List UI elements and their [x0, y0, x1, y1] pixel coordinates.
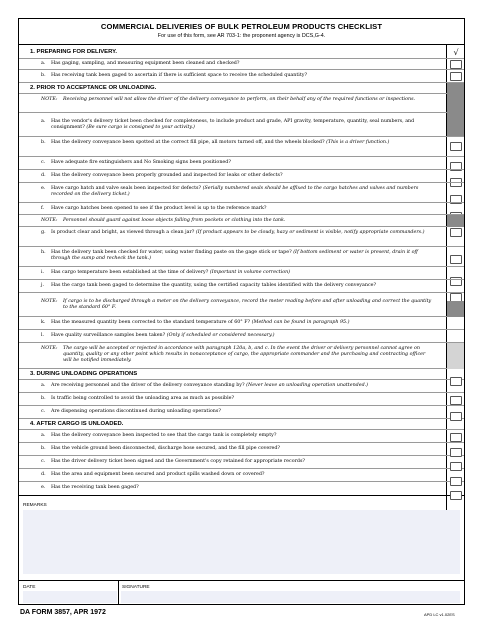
checklist-row-2h [19, 247, 464, 267]
checklist-row-2j [19, 280, 464, 293]
item-letter: i. [41, 270, 45, 275]
item-text: Have quality surveillance samples been taken? [51, 333, 166, 338]
section-header-row [19, 45, 464, 59]
item-text: Has the area and equipment been secured and product spills washed down or covered? [51, 472, 265, 477]
note-text: Personnel should guard against loose objects falling from pockets or clothing into the tank. [63, 218, 286, 223]
item-letter: b. [41, 396, 46, 401]
item-letter: c. [41, 160, 46, 165]
section-4-title: 4. AFTER CARGO IS UNLOADED. [30, 421, 124, 427]
item-text: Has the driver delivery ticket been signed and the Government's copy retained for appropriate records? [51, 459, 305, 464]
checklist-row-1a [19, 59, 464, 70]
checklist-row-3a [19, 380, 464, 393]
checklist-row-4c [19, 456, 464, 469]
section-header-row [19, 419, 464, 430]
item-text: Is traffic being controlled to avoid the unloading area as much as possible? [51, 396, 235, 401]
checklist-row-4e [19, 482, 464, 496]
remarks-field[interactable] [23, 510, 460, 574]
note-row [19, 94, 464, 113]
item-letter: a. [41, 433, 46, 438]
item-letter: b. [41, 73, 46, 78]
checklist-row-2c [19, 157, 464, 170]
note-row [19, 215, 464, 227]
signature-field[interactable] [121, 591, 460, 603]
item-text: Has receiving tank been gaged to ascertain if there is sufficient space to receive the scheduled quantity? [51, 73, 308, 78]
note-label: NOTE: [41, 97, 58, 102]
item-letter: e. [41, 485, 46, 490]
item-text: Have cargo hatches been opened to see if the product level is up to the reference mark? [51, 206, 267, 211]
checklist-row-4d [19, 469, 464, 482]
item-text: Has the delivery conveyance been inspected to see that the cargo tank is completely empty? [51, 433, 277, 438]
checklist-row-4a [19, 430, 464, 443]
item-letter: b. [41, 446, 46, 451]
section-header-row [19, 369, 464, 380]
note-row [19, 343, 464, 369]
note-label: NOTE: [41, 299, 58, 304]
item-letter: h. [41, 250, 46, 255]
checkbox-1a[interactable] [450, 60, 462, 69]
shaded-cell [447, 215, 464, 227]
signature-label: SIGNATURE [122, 585, 150, 590]
signoff-divider [19, 580, 464, 581]
item-letter: d. [41, 173, 46, 178]
checkbox-3a[interactable] [450, 377, 462, 386]
note-text: Receiving personnel will not allow the driver of the delivery conveyance to perform, on their behalf any of the required functions or inspections. [63, 97, 416, 102]
item-text: Has the delivery conveyance been spotted at the correct fill pipe, all motors turned off, and the wheels blocked? [51, 140, 325, 145]
date-label: DATE [23, 585, 36, 590]
checkbox-4a[interactable] [450, 433, 462, 442]
item-letter: a. [41, 383, 46, 388]
item-text: Have adequate fire extinguishers and No Smoking signs been positioned? [51, 160, 231, 165]
form-subtitle: For use of this form, see AR 703-1: the proponent agency is DCS,G-4. [157, 33, 326, 39]
item-text: Has the vehicle ground been disconnected, discharge hose secured, and the fill pipe covered? [51, 446, 281, 451]
note-text: The cargo will be accepted or rejected in accordance with paragraph 120a, b, and c. In the event the driver or delivery personnel cannot agree on quantity, quality or any other point which results in nonacceptance of cargo, the appropriate commander and the purchasing and contracting officer will be notified immediately. [63, 346, 426, 363]
checklist-row-4b [19, 443, 464, 456]
section-1-title: 1. PREPARING FOR DELIVERY. [30, 49, 118, 55]
checklist-row-2f [19, 203, 464, 215]
checkbox-1b[interactable] [450, 72, 462, 81]
shaded-cell [447, 343, 464, 369]
form-id: DA FORM 3857, APR 1972 [20, 609, 106, 616]
item-letter: k. [41, 320, 46, 325]
item-text: Are dispensing operations discontinued during unloading operations? [51, 409, 221, 414]
checklist-row-2i [19, 267, 464, 280]
shaded-cell [447, 301, 464, 317]
item-note: (If bottom sediment or water is present, drain it off through the sump and recheck the tank.) [51, 250, 418, 261]
item-note: (Be sure cargo is consigned to your activity.) [86, 125, 195, 130]
item-note: (Important in volume correction) [209, 270, 291, 275]
checklist-row-2l [19, 330, 464, 343]
note-row [19, 293, 464, 317]
checklist-row-2e [19, 183, 464, 203]
section-2-title: 2. PRIOR TO ACCEPTANCE OR UNLOADING. [30, 85, 157, 91]
checklist-row-2d [19, 170, 464, 183]
item-letter: e. [41, 186, 46, 191]
item-text: Has the cargo tank been gaged to determine the quantity, using the certified capacity tables identified with the delivery conveyance? [51, 283, 377, 288]
item-letter: d. [41, 472, 46, 477]
item-text: Is product clear and bright, as viewed through a clean jar? [51, 230, 195, 235]
item-letter: a. [41, 61, 46, 66]
note-text: If cargo is to be discharged through a meter on the delivery conveyance, record the meter reading before and after unloading and correct the quantity to the standard 60° F. [63, 299, 432, 310]
remarks-label: REMARKS [23, 503, 47, 508]
checklist-row-2k [19, 317, 464, 330]
item-note: (Method can be found in paragraph 95.) [251, 320, 350, 325]
item-text: Has the receiving tank been gaged? [51, 485, 139, 490]
checkbox-4e[interactable] [450, 491, 462, 500]
item-letter: b. [41, 140, 46, 145]
checklist-row-2b [19, 137, 464, 157]
section-3-title: 3. DURING UNLOADING OPERATIONS [30, 371, 138, 377]
item-note: (Serially numbered seals should be affixed to the cargo hatches and valves and numbers recorded on the delivery ticket.) [51, 186, 419, 197]
section-header-row [19, 83, 464, 94]
checklist-row-1b [19, 70, 464, 83]
item-text: Has the vendor's delivery ticket been checked for completeness, to include product and grade, API gravity, temperature, quantity, seal numbers, and consignment? [51, 119, 415, 130]
item-text: Has the delivery tank been checked for water, using water finding paste on the gage stick or tape? [51, 250, 292, 255]
item-text: Are receiving personnel and the driver of the delivery conveyance standing by? [51, 383, 245, 388]
check-column-header: √ [453, 48, 459, 57]
item-letter: a. [41, 119, 46, 124]
note-label: NOTE: [41, 346, 58, 351]
form-version: APD LC v1.02ES [424, 612, 455, 617]
signoff-separator [118, 581, 119, 605]
item-letter: f. [41, 206, 45, 211]
item-text: Have cargo hatch and valve seals been inspected for defects? [51, 186, 202, 191]
checklist-form [18, 18, 465, 605]
item-note: (This is a driver function.) [326, 140, 390, 145]
checklist-row-3c [19, 406, 464, 419]
note-label: NOTE: [41, 218, 58, 223]
checkbox-3b[interactable] [450, 396, 462, 405]
item-letter: c. [41, 459, 46, 464]
date-field[interactable] [23, 591, 117, 603]
item-text: Has cargo temperature been established at the time of delivery? [51, 270, 209, 275]
item-note: (Only if scheduled or considered necessary.) [166, 333, 275, 338]
item-text: Has gaging, sampling, and measuring equipment been cleaned and checked? [51, 61, 240, 66]
checklist-row-2a [19, 113, 464, 137]
item-letter: c. [41, 409, 46, 414]
item-note: (Never leave an unloading operation unattended.) [246, 383, 369, 388]
form-title: COMMERCIAL DELIVERIES OF BULK PETROLEUM PRODUCTS CHECKLIST [100, 22, 383, 31]
item-letter: j. [41, 283, 45, 288]
item-letter: l. [41, 333, 45, 338]
checklist-row-3b [19, 393, 464, 406]
item-note: (If product appears to be cloudy, hazy or sediment is visible, notify appropriate commanders.) [195, 230, 425, 235]
item-letter: g. [41, 230, 46, 235]
checklist-row-2g [19, 227, 464, 247]
item-text: Has the delivery conveyance been properly grounded and inspected for leaks or other defects? [51, 173, 283, 178]
item-text: Has the measured quantity been corrected to the standard temperature of 60° F? [51, 320, 251, 325]
